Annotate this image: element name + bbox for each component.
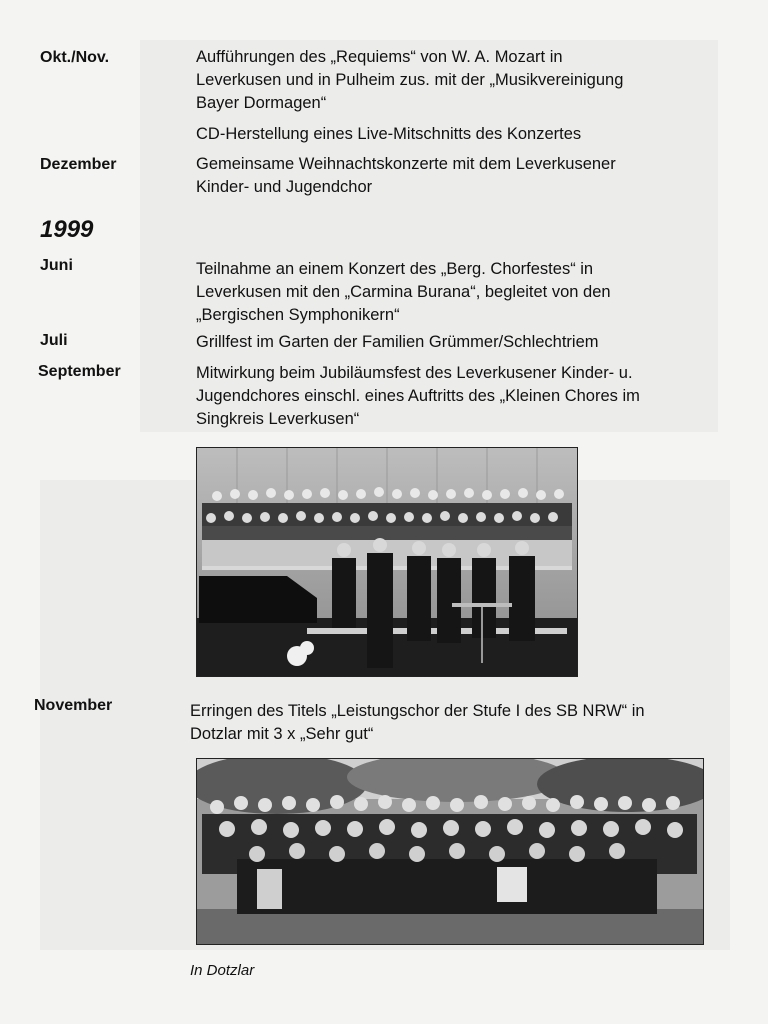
entry-text [196,123,716,146]
entry-line: Erringen des Titels „Leistungschor der Stufe I des SB NRW“ in [190,702,645,720]
outdoor-photo-drawing [197,759,703,944]
entry-line: Leverkusen mit den „Carmina Burana“, begleitet von den [196,283,611,301]
choir-on-stage-photo [196,447,578,677]
entry-text [196,46,716,115]
entry-line: Singkreis Leverkusen“ [196,410,360,428]
entry-line: Teilnahme an einem Konzert des „Berg. Chorfestes“ in [196,260,594,278]
entry-line: Bayer Dormagen“ [196,94,327,112]
entry-text [190,700,710,746]
entry-label: Juni [40,257,73,274]
entry-label: September [38,363,121,380]
entry-line: Gemeinsame Weihnachtskonzerte mit dem Leverkusener [196,155,616,173]
photo-caption: In Dotzlar [190,962,255,979]
entry-label: Dezember [40,156,117,173]
entry-line: Aufführungen des „Requiems“ von W. A. Mozart in [196,48,563,66]
entry-line: CD-Herstellung eines Live-Mitschnitts des Konzertes [196,125,582,143]
entry-line: Leverkusen und in Pulheim zus. mit der „Musikvereinigung [196,71,624,89]
entry-line: Grillfest im Garten der Familien Grümmer/Schlechtriem [196,333,599,351]
entry-text [196,362,716,431]
year-heading: 1999 [40,216,94,243]
entry-line: Mitwirkung beim Jubiläumsfest des Leverkusener Kinder- u. [196,364,633,382]
entry-label: Okt./Nov. [40,49,110,66]
entry-text [196,258,716,327]
entry-text [196,153,716,199]
entry-label: Juli [40,332,68,349]
entry-line: Kinder- und Jugendchor [196,178,373,196]
entry-label: November [34,697,113,714]
entry-line: Dotzlar mit 3 x „Sehr gut“ [190,725,374,743]
choir-group-outdoor-photo [196,758,704,945]
entry-text [196,331,716,354]
stage-photo-drawing [197,448,577,676]
entry-line: „Bergischen Symphonikern“ [196,306,400,324]
entry-line: Jugendchores einschl. eines Auftritts des „Kleinen Chores im [196,387,640,405]
